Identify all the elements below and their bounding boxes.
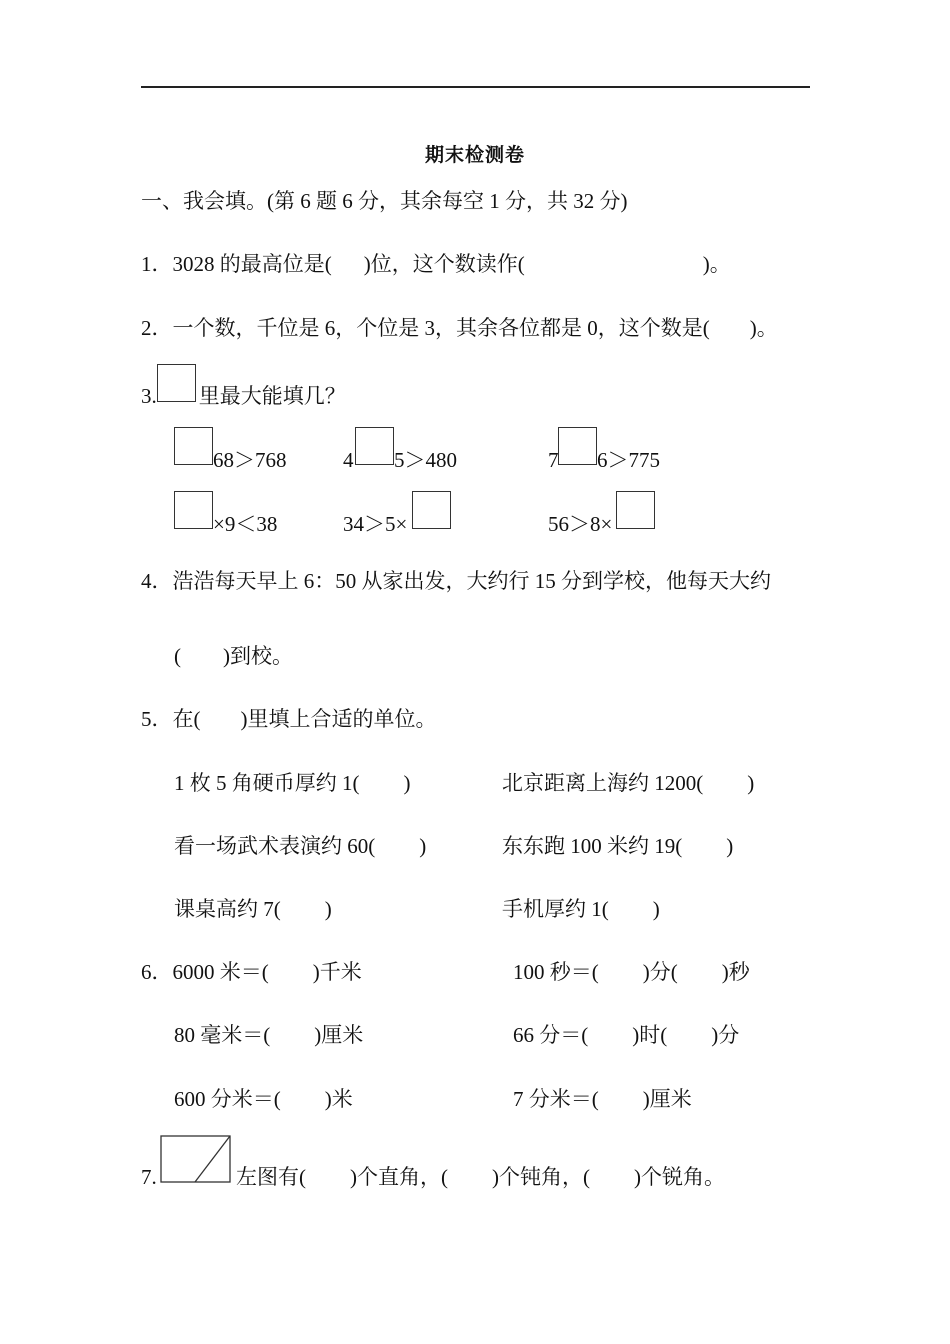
q1-text-a: 3028 的最高位是( — [172, 252, 332, 276]
question-4-cont — [174, 643, 293, 669]
q3-r2-a-box[interactable] — [174, 491, 213, 529]
q5-item-5-close: ) — [324, 897, 332, 921]
q3-text: 里最大能填几？ — [198, 384, 346, 408]
q5-item-2 — [502, 770, 754, 796]
q5-item-2-close: ) — [747, 771, 755, 795]
page-title: 期末检测卷 — [424, 144, 525, 166]
q2-text-a: 一个数，千位是 6，个位是 3，其余各位都是 0，这个数是( — [172, 316, 710, 340]
q3-r1-a-suffix: 68＞768 — [213, 448, 287, 472]
question-2 — [141, 315, 778, 341]
q3-r2-c-box[interactable] — [616, 491, 655, 529]
q6-r3-text-a: 7 分米＝( — [513, 1087, 599, 1111]
q5-text-a: 在( — [172, 707, 201, 731]
q6-row-3-left — [174, 1086, 353, 1112]
q3-r1-c-box[interactable] — [558, 427, 597, 465]
figure-diagonal — [195, 1136, 230, 1182]
q6-r2-text-b: )时( — [632, 1023, 668, 1047]
q5-item-6 — [502, 896, 660, 922]
q6-l2-text-b: )厘米 — [314, 1023, 364, 1047]
q4-text-a: 浩浩每天早上 6：50 从家出发，大约行 15 分到学校，他每天大约 — [172, 569, 771, 593]
parallelogram-figure — [160, 1135, 232, 1185]
q7-text-a: 左图有( — [236, 1165, 306, 1189]
q1-number: 1． — [141, 252, 173, 276]
q3-r2-a-suffix: ×9＜38 — [213, 512, 278, 536]
q6-row-1-right — [513, 959, 750, 985]
q3-r1-b-prefix: 4 — [343, 448, 354, 472]
q5-item-1 — [174, 770, 411, 796]
q6-r1-text-a: 100 秒＝( — [513, 960, 599, 984]
q5-item-5 — [174, 896, 332, 922]
q2-number: 2． — [141, 316, 173, 340]
q3-number: 3. — [141, 384, 157, 408]
q6-l1-text-a: 6000 米＝( — [172, 960, 269, 984]
q4-number: 4． — [141, 569, 173, 593]
q6-row-1-left — [141, 959, 362, 985]
q2-text-b: )。 — [749, 316, 778, 340]
q4-paren-open: ( — [174, 644, 181, 668]
q5-item-4-text: 东东跑 100 米约 19( — [502, 834, 683, 858]
q1-text-c: )。 — [702, 252, 731, 276]
q6-r2-text-a: 66 分＝( — [513, 1023, 589, 1047]
q5-item-3-close: ) — [419, 834, 427, 858]
section-heading: 一、我会填。(第 6 题 6 分，其余每空 1 分，共 32 分) — [141, 189, 628, 213]
q3-r1-c-suffix: 6＞775 — [597, 448, 660, 472]
q5-item-4-close: ) — [726, 834, 734, 858]
q6-r1-text-b: )分( — [642, 960, 678, 984]
figure-rectangle — [161, 1136, 230, 1182]
q6-row-2-right — [513, 1022, 739, 1048]
q6-l3-text-b: )米 — [324, 1087, 353, 1111]
question-5 — [141, 706, 437, 732]
q6-l2-text-a: 80 毫米＝( — [174, 1023, 271, 1047]
q6-row-2-left — [174, 1022, 363, 1048]
q5-item-6-close: ) — [652, 897, 660, 921]
q6-r1-text-c: )秒 — [721, 960, 750, 984]
q6-number: 6． — [141, 960, 173, 984]
q1-text-b: )位，这个数读作( — [363, 252, 525, 276]
q3-r1-a-box[interactable] — [174, 427, 213, 465]
q6-l3-text-a: 600 分米＝( — [174, 1087, 281, 1111]
q3-r2-c-prefix: 56＞8× — [548, 512, 613, 536]
q6-r2-text-c: )分 — [711, 1023, 740, 1047]
q7-number: 7. — [141, 1165, 157, 1189]
q5-item-1-close: ) — [403, 771, 411, 795]
q5-item-6-text: 手机厚约 1( — [502, 897, 609, 921]
q7-text-c: )个钝角，( — [492, 1165, 590, 1189]
q5-item-3-text: 看一场武术表演约 60( — [174, 834, 376, 858]
q3-r2-b-box[interactable] — [412, 491, 451, 529]
q3-legend-box — [157, 364, 196, 402]
q3-r2-b-prefix: 34＞5× — [343, 512, 408, 536]
q5-item-4 — [502, 833, 733, 859]
q5-item-1-text: 1 枚 5 角硬币厚约 1( — [174, 771, 360, 795]
q7-text-b: )个直角，( — [350, 1165, 448, 1189]
q6-l1-text-b: )千米 — [312, 960, 362, 984]
question-7 — [236, 1164, 725, 1190]
q6-r3-text-b: )厘米 — [642, 1087, 692, 1111]
header-rule — [141, 86, 810, 88]
q3-r1-b-suffix: 5＞480 — [394, 448, 457, 472]
q5-item-2-text: 北京距离上海约 1200( — [502, 771, 704, 795]
q5-number: 5． — [141, 707, 173, 731]
q4-text-b: )到校。 — [223, 644, 293, 668]
q5-item-5-text: 课桌高约 7( — [174, 897, 281, 921]
q3-r1-b-box[interactable] — [355, 427, 394, 465]
q5-text-b: )里填上合适的单位。 — [240, 707, 437, 731]
q3-r1-c-prefix: 7 — [548, 448, 559, 472]
question-4 — [141, 568, 771, 594]
q6-row-3-right — [513, 1086, 692, 1112]
question-1 — [141, 251, 731, 277]
q5-item-3 — [174, 833, 426, 859]
q7-text-d: )个锐角。 — [634, 1165, 725, 1189]
